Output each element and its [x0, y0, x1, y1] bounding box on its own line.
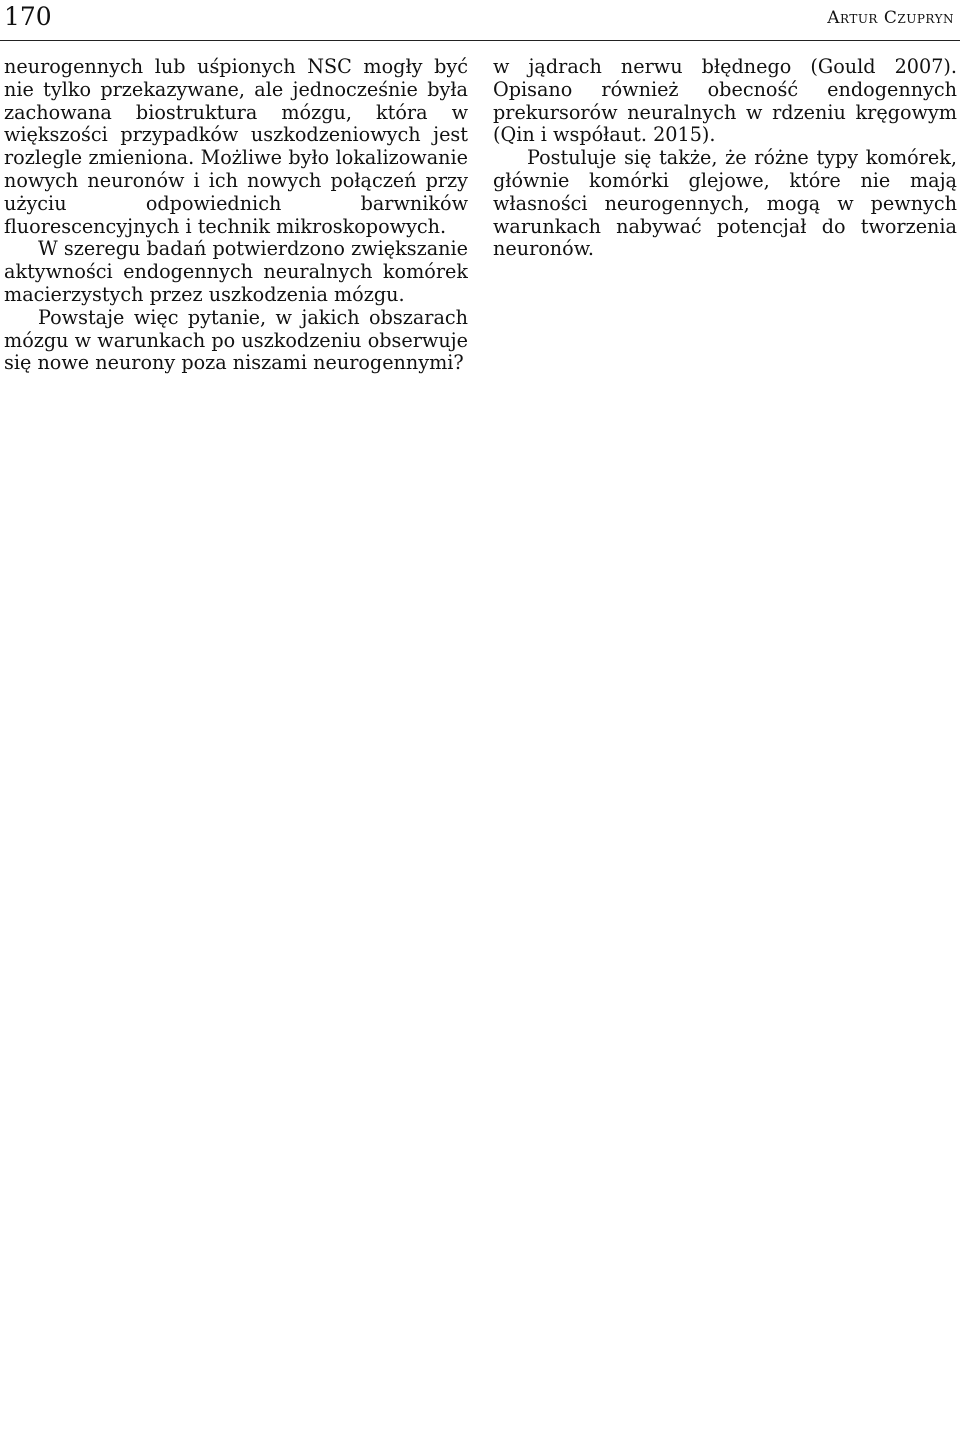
left-paragraph-2: W szeregu badań potwierdzono zwiększanie aktywności endogennych neuralnych komórek macierzystych przez uszkodzenia mózgu.: [4, 237, 468, 306]
page-number: 170: [4, 2, 52, 31]
running-head-author: Artur Czupryn: [827, 8, 954, 28]
right-text-column: [493, 56, 957, 1448]
right-paragraph-1: w jądrach nerwu błędnego (Gould 2007). Opisano również obecność endogennych prekursorów neuralnych w rdzeniu kręgowym (Qin i współaut. 2015).: [493, 56, 957, 147]
left-paragraph-1: neurogennych lub uśpionych NSC mogły być nie tylko przekazywane, ale jednocześnie była zachowana biostruktura mózgu, która w większości przypadków uszkodzeniowych jest rozlegle zmieniona. Możliwe było lokalizowanie nowych neuronów i ich nowych połączeń przy użyciu odpowiednich barwników fluorescencyjnych i technik mikroskopowych.: [4, 56, 468, 238]
left-paragraph-3: Powstaje więc pytanie, w jakich obszarach mózgu w warunkach po uszkodzeniu obserwuje się nowe neurony poza niszami neurogennymi?: [4, 305, 468, 375]
left-text-column: [4, 56, 468, 1448]
running-head: [0, 0, 960, 41]
right-paragraph-2: Postuluje się także, że różne typy komórek, głównie komórki glejowe, które nie mają własności neurogennych, mogą w pewnych warunkach nabywać potencjał do tworzenia neuronów.: [493, 146, 957, 261]
